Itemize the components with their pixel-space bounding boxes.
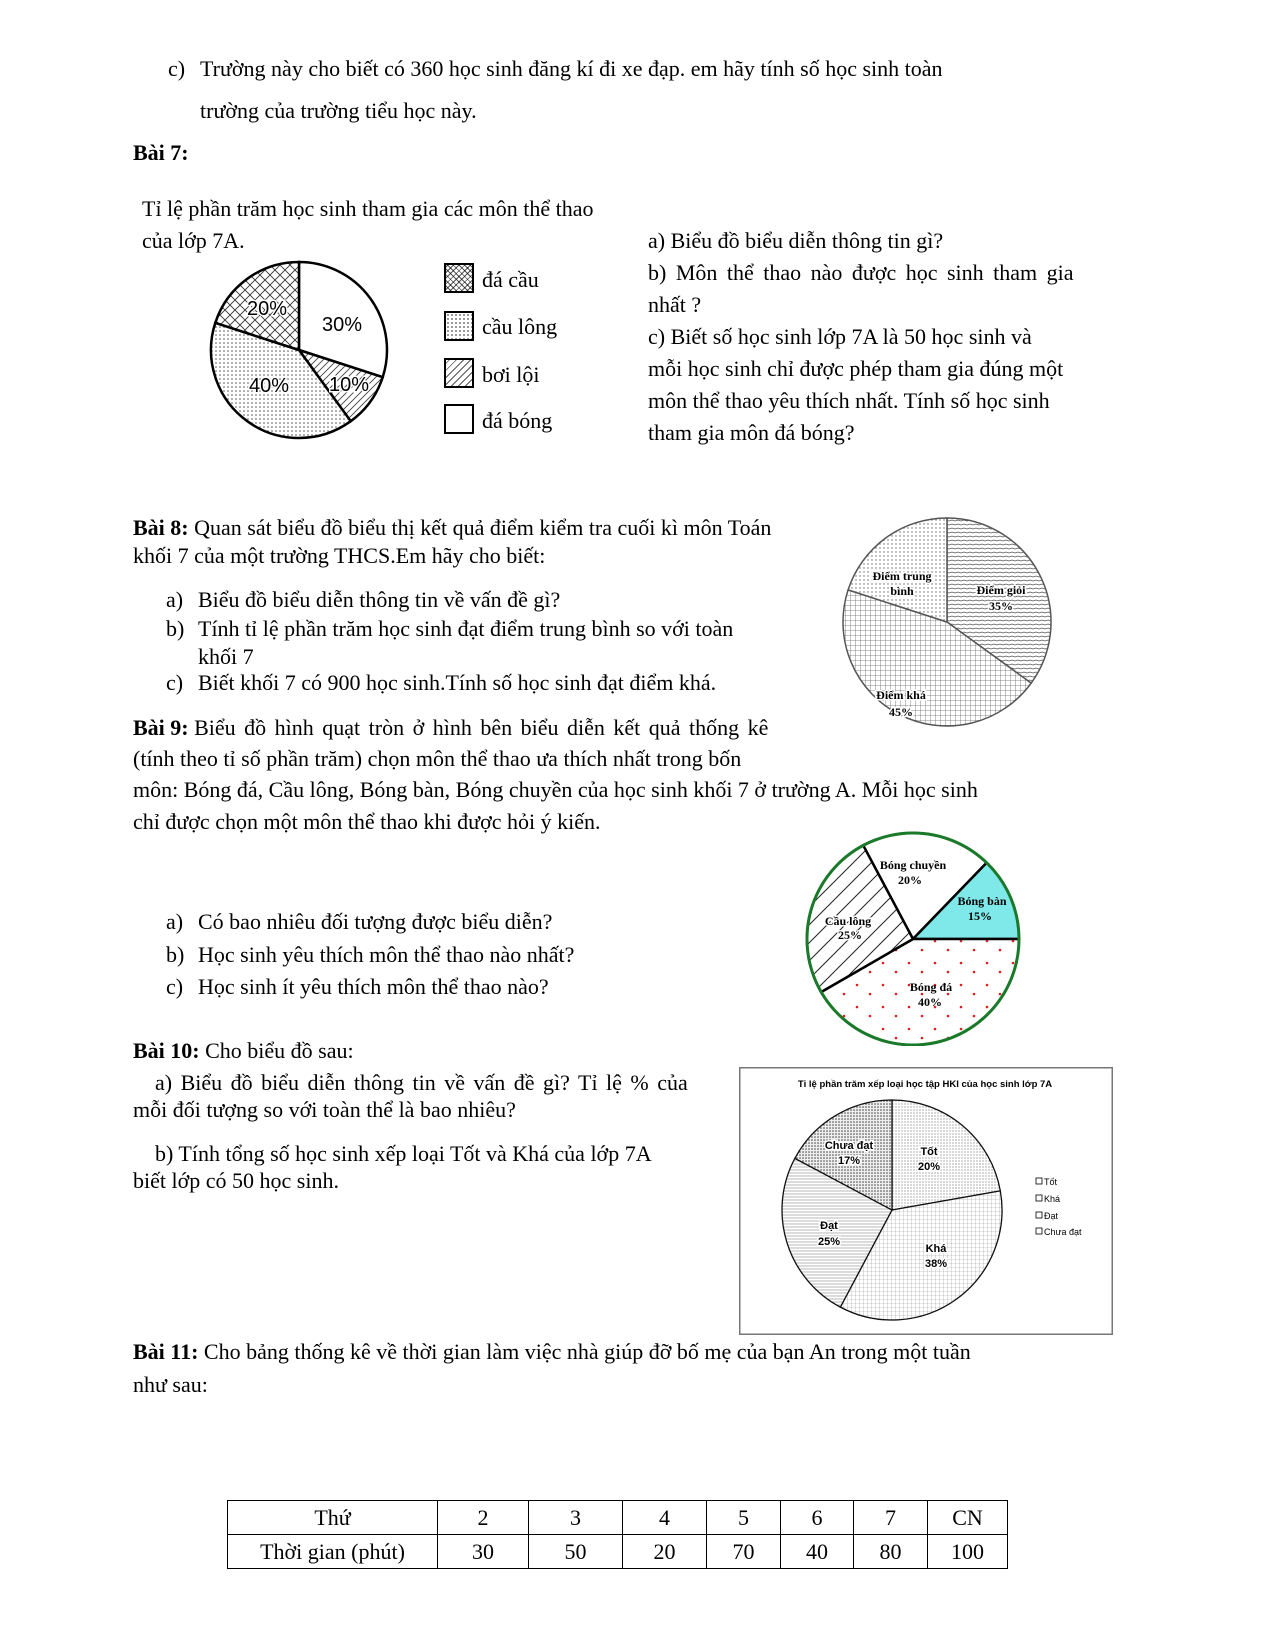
table-cell: 5 [707, 1501, 781, 1535]
table-cell: 100 [928, 1535, 1008, 1569]
legend-label-da-cau: đá cầu [482, 267, 539, 292]
legend-swatch-boi-loi [444, 358, 474, 388]
bai9-a-text: Có bao nhiêu đối tượng được biểu diễn? [198, 909, 553, 934]
bai10-legend-chua-dat: Chưa đạt [1044, 1227, 1082, 1237]
table-row [228, 1501, 1008, 1535]
bai10-intro-text: Cho biểu đồ sau: [205, 1038, 354, 1063]
bai6-c-label: c) [168, 56, 186, 81]
bai7-question-b1: b) Môn thể thao nào được học sinh tham gia [648, 260, 1074, 285]
table-cell: 80 [854, 1535, 928, 1569]
bai9-b-text: Học sinh yêu thích môn thể thao nào nhất? [198, 942, 575, 967]
bai11-intro-1 [133, 1337, 971, 1367]
bai8-b-text1: Tính tỉ lệ phần trăm học sinh đạt điểm trung bình so với toàn [198, 616, 734, 641]
pie10-label-chua-dat-pct: 17% [837, 1155, 861, 1167]
table-cell: 30 [438, 1535, 529, 1569]
bai7-question-c2: mỗi học sinh chỉ được phép tham gia đúng một [648, 356, 1064, 381]
bai6-c-line2: trường của trường tiểu học này. [200, 98, 477, 123]
bai9-intro-1 [133, 713, 768, 743]
pie9-label-long-pct: 25% [838, 928, 862, 942]
legend-label-cau-long: cầu lông [482, 314, 558, 339]
pie10-label-dat: Đạt [820, 1220, 838, 1232]
pie7-label: 10% [328, 374, 370, 396]
pie9-label-long: Cầu lông [824, 914, 872, 928]
bai7-pie-chart [195, 250, 410, 450]
pie9-label-chuyen-pct: 20% [898, 873, 922, 887]
pie8-label-trung-binh-2: bình [890, 584, 914, 598]
pie10-label-kha: Khá [925, 1243, 947, 1255]
pie7-label: 40% [248, 375, 290, 397]
bai10-b-text2: biết lớp có 50 học sinh. [133, 1168, 339, 1193]
bai8-b-label: b) [166, 616, 185, 641]
bai7-chart-title-2: của lớp 7A. [142, 228, 245, 253]
bai10-legend-swatch-dat [1036, 1212, 1042, 1218]
pie10-label-tot-pct: 20% [917, 1161, 941, 1173]
bai8-c-text: Biết khối 7 có 900 học sinh.Tính số học sinh đạt điểm khá. [198, 670, 717, 695]
table-cell: 20 [623, 1535, 707, 1569]
bai10-title: Bài 10: [133, 1038, 200, 1063]
pie9-label-da: Bóng đá [909, 980, 953, 994]
bai7-question-b2: nhất ? [648, 292, 702, 317]
pie10-label-dat-pct: 25% [817, 1236, 841, 1248]
pie9-label-ban-pct: 15% [968, 909, 992, 923]
bai9-a-label: a) [166, 909, 184, 934]
table-cell: 40 [781, 1535, 854, 1569]
pie8-label-gioi: Điểm giỏi [976, 583, 1026, 597]
table-cell: 50 [529, 1535, 623, 1569]
bai8-b-text2: khối 7 [198, 644, 254, 669]
bai8-intro-1 [133, 513, 771, 543]
bai7-question-c4: tham gia môn đá bóng? [648, 420, 855, 445]
table-cell: 3 [529, 1501, 623, 1535]
bai7-question-c3: môn thể thao yêu thích nhất. Tính số học sinh [648, 388, 1050, 413]
pie7-label: 30% [321, 314, 363, 336]
pie8-label-kha: Điểm khá [876, 688, 926, 702]
bai10-legend-swatch-chua-dat [1036, 1228, 1042, 1234]
table-cell: 7 [854, 1501, 928, 1535]
table-header-cell: Thứ [228, 1501, 438, 1535]
bai10-a-text1: a) Biểu đồ biểu diễn thông tin về vấn đề gì? Tỉ lệ % của [155, 1070, 688, 1095]
bai9-c-label: c) [166, 974, 184, 999]
table-row [228, 1535, 1008, 1569]
bai9-intro-2: (tính theo tỉ số phần trăm) chọn môn thể thao ưa thích nhất trong bốn [133, 746, 742, 771]
bai8-intro-2: khối 7 của một trường THCS.Em hãy cho biết: [133, 543, 546, 568]
pie10-label-tot: Tốt [920, 1146, 938, 1158]
bai7-title: Bài 7: [133, 140, 189, 165]
pie8-label-trung-binh-1: Điểm trung [872, 569, 932, 583]
table-cell: 6 [781, 1501, 854, 1535]
bai10-legend-tot: Tốt [1044, 1177, 1058, 1187]
legend-label-da-bong: đá bóng [482, 408, 553, 433]
bai9-pie-chart [800, 826, 1035, 1046]
pie9-label-chuyen: Bóng chuyền [879, 858, 947, 872]
bai9-title: Bài 9: [133, 715, 189, 740]
bai10-legend-swatch-kha [1036, 1195, 1042, 1201]
bai9-intro-1-text: Biểu đồ hình quạt tròn ở hình bên biểu diễn kết quả thống kê [194, 715, 769, 740]
bai6-c-line1: Trường này cho biết có 360 học sinh đăng kí đi xe đạp. em hãy tính số học sinh toàn [200, 56, 943, 81]
bai7-question-a: a) Biểu đồ biểu diễn thông tin gì? [648, 228, 944, 253]
bai10-legend-kha: Khá [1044, 1194, 1061, 1204]
bai9-c-text: Học sinh ít yêu thích môn thể thao nào? [198, 974, 549, 999]
table-cell: 70 [707, 1535, 781, 1569]
pie8-label-gioi-pct: 35% [989, 599, 1013, 613]
bai10-b-text1: b) Tính tổng số học sinh xếp loại Tốt và Khá của lớp 7A [155, 1141, 652, 1166]
bai10-a-text2: mỗi đối tượng so với toàn thể là bao nhiêu? [133, 1097, 516, 1122]
legend-swatch-da-cau [444, 263, 474, 293]
bai7-question-c1: c) Biết số học sinh lớp 7A là 50 học sinh và [648, 324, 1032, 349]
table-cell: CN [928, 1501, 1008, 1535]
legend-label-boi-loi: bơi lội [482, 362, 540, 387]
bai8-a-label: a) [166, 587, 184, 612]
bai11-title: Bài 11: [133, 1339, 199, 1364]
bai10-intro [133, 1036, 354, 1066]
pie8-label-kha-pct: 45% [889, 705, 913, 719]
bai8-a-text: Biểu đồ biểu diễn thông tin về vấn đề gì? [198, 587, 561, 612]
bai10-legend-dat: Đạt [1044, 1211, 1059, 1221]
bai8-intro-1-text: Quan sát biểu đồ biểu thị kết quả điểm kiểm tra cuối kì môn Toán [194, 515, 772, 540]
pie7-label: 20% [246, 298, 288, 320]
pie10-label-chua-dat: Chưa đạt [824, 1140, 874, 1152]
bai9-b-label: b) [166, 942, 185, 967]
bai10-pie-chart [739, 1067, 1113, 1335]
bai8-pie-chart [835, 515, 1060, 730]
bai8-title: Bài 8: [133, 515, 189, 540]
bai10-chart-title: Tỉ lệ phần trăm xếp loại học tập HKI của học sinh lớp 7A [797, 1079, 1053, 1090]
bai11-intro-1-text: Cho bảng thống kê về thời gian làm việc nhà giúp đỡ bố mẹ của bạn An trong một tuần [203, 1339, 971, 1364]
bai8-c-label: c) [166, 670, 184, 695]
bai9-intro-3: môn: Bóng đá, Cầu lông, Bóng bàn, Bóng chuyền của học sinh khối 7 ở trường A. Mỗi học sinh [133, 777, 978, 802]
table-cell: 4 [623, 1501, 707, 1535]
pie9-label-da-pct: 40% [918, 995, 942, 1009]
pie9-label-ban: Bóng bàn [957, 894, 1007, 908]
legend-swatch-da-bong [444, 404, 474, 434]
table-header-cell: Thời gian (phút) [228, 1535, 438, 1569]
bai7-chart-title-1: Tỉ lệ phần trăm học sinh tham gia các môn thể thao [142, 196, 594, 221]
legend-swatch-cau-long [444, 311, 474, 341]
pie10-label-kha-pct: 38% [924, 1258, 948, 1270]
bai9-intro-4: chỉ được chọn một môn thể thao khi được hỏi ý kiến. [133, 809, 601, 834]
bai11-intro-2: như sau: [133, 1372, 208, 1397]
bai11-table [227, 1500, 1008, 1569]
table-cell: 2 [438, 1501, 529, 1535]
bai10-legend-swatch-tot [1036, 1178, 1042, 1184]
